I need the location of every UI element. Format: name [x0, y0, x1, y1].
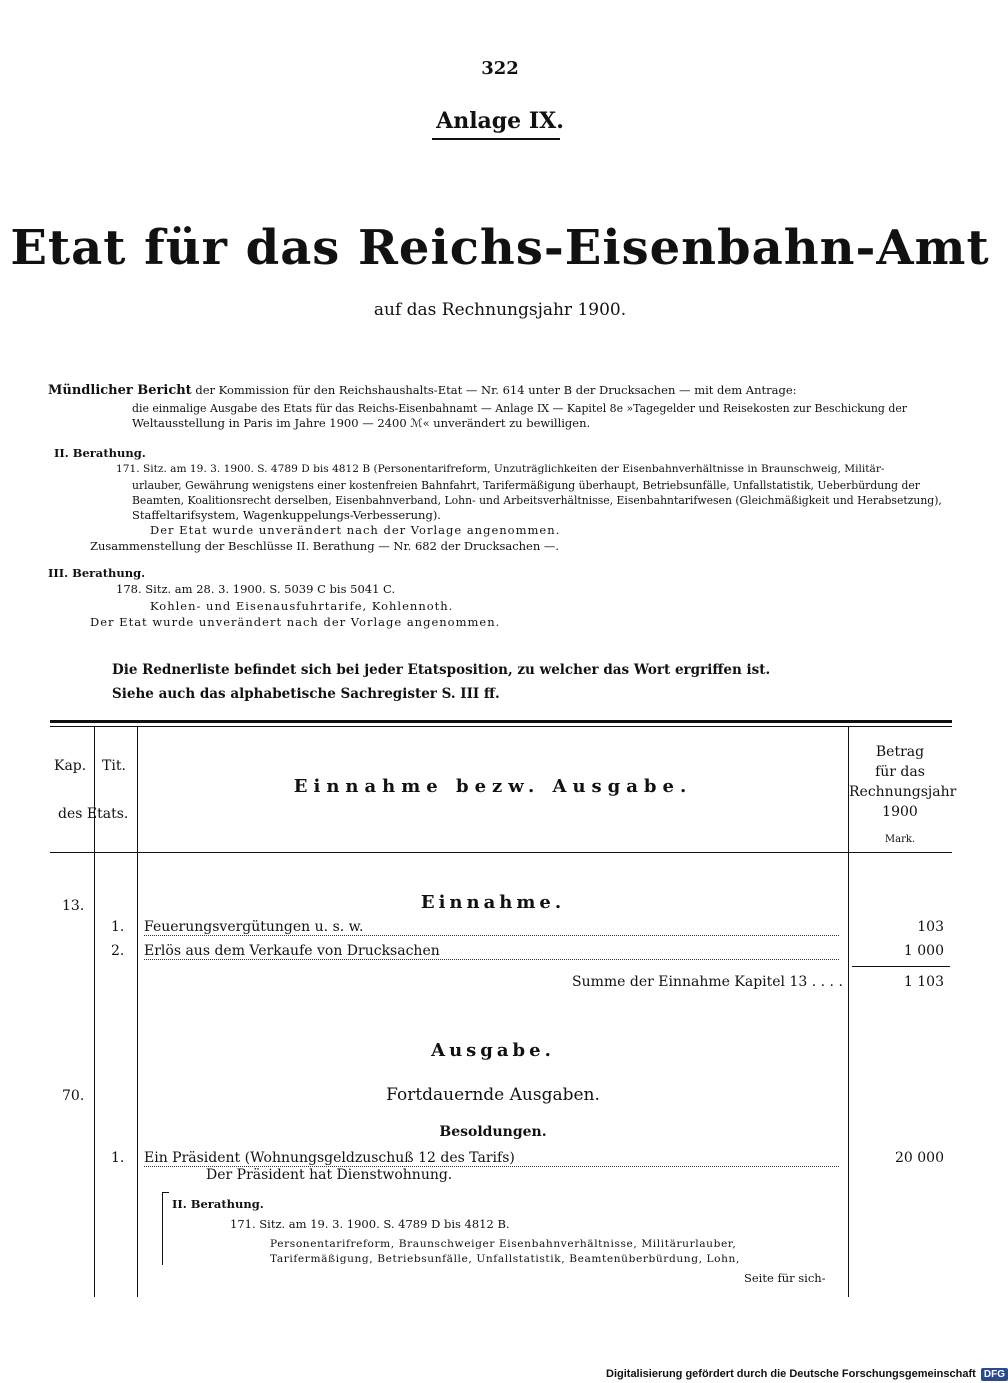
- header-einnahme-ausgabe: Einnahme bezw. Ausgabe.: [293, 776, 693, 797]
- einnahme-row-2-amount: 1 000: [903, 943, 944, 959]
- header-betrag-line-1: Betrag: [875, 744, 925, 760]
- einnahme-sum-amount: 1 103: [903, 974, 944, 990]
- section-ausgabe: Ausgabe.: [431, 1040, 555, 1061]
- ii-berathung-line-2: urlauber, Gewährung wenigstens einer kostenfreien Bahnfahrt, Tarifermäßigung überhaupt, Betriebsunfälle, Unfallstatistik, Ueberbürdung der: [132, 479, 920, 492]
- header-betrag-line-4: 1900: [882, 804, 918, 820]
- reference-line-1: 171. Sitz. am 19. 3. 1900. S. 4789 D bis 4812 B.: [230, 1217, 510, 1231]
- reference-bracket: [162, 1192, 169, 1265]
- ii-berathung-heading: II. Berathung.: [54, 446, 146, 460]
- anlage-label: Anlage IX.: [436, 108, 564, 134]
- ausgabe-row-1-note: Der Präsident hat Dienstwohnung.: [206, 1167, 453, 1183]
- subsection-fortdauernde: Fortdauernde Ausgaben.: [386, 1085, 600, 1105]
- ausgabe-row-1-leader: [144, 1150, 839, 1167]
- header-kap: Kap.: [54, 758, 87, 774]
- einnahme-sum-label: Summe der Einnahme Kapitel 13 . . . .: [572, 974, 843, 990]
- anlage-underline: [432, 138, 560, 140]
- page-title: Etat für das Reichs-Eisenbahn-Amt: [10, 220, 990, 276]
- einnahme-row-1-leader: [144, 919, 839, 936]
- notice-rednerliste: Die Rednerliste befindet sich bei jeder Etatsposition, zu welcher das Wort ergriffen ist.: [112, 662, 771, 678]
- ii-berathung-line-3: Beamten, Koalitionsrecht derselben, Eisenbahnverband, Lohn- und Arbeitsverhältnisse, Eisenbahntarifwesen (Gleichmäßigkeit und Herabsetzung),: [132, 494, 942, 507]
- bericht-line-1: [48, 382, 953, 399]
- bericht-text-2: die einmalige Ausgabe des Etats für das Reichs-Eisenbahnamt — Anlage IX — Kapitel 8e »Tagegelder und Reisekosten zur Beschickung der: [132, 402, 907, 415]
- header-des-etats: des Etats.: [58, 806, 129, 822]
- einnahme-row-2-tit: 2.: [111, 943, 125, 959]
- page-number: 322: [481, 58, 519, 79]
- header-betrag: [849, 742, 957, 822]
- header-tit: Tit.: [102, 758, 126, 774]
- sum-rule: [852, 966, 950, 967]
- ii-berathung-result: Der Etat wurde unverändert nach der Vorlage angenommen.: [150, 523, 561, 537]
- notice-sachregister: Siehe auch das alphabetische Sachregister S. III ff.: [112, 686, 500, 702]
- reference-line-3: Tarifermäßigung, Betriebsunfälle, Unfallstatistik, Beamtenüberbürdung, Lohn,: [270, 1253, 740, 1265]
- ausgabe-row-1-amount: 20 000: [895, 1150, 944, 1166]
- einnahme-row-2-label: Erlös aus dem Verkaufe von Drucksachen: [144, 943, 443, 959]
- reference-heading: II. Berathung.: [172, 1197, 264, 1211]
- einnahme-row-2-leader: [144, 943, 839, 960]
- ii-berathung-line-4: Staffeltarifsystem, Wagenkuppelungs-Verbesserung).: [132, 508, 441, 522]
- column-divider-tit: [137, 727, 138, 1297]
- ii-berathung-zusammenstellung: Zusammenstellung der Beschlüsse II. Berathung — Nr. 682 der Drucksachen —.: [90, 539, 560, 553]
- footer-text: Digitalisierung gefördert durch die Deutsche Forschungsgemeinschaft: [606, 1368, 976, 1380]
- table-top-rule-thin: [50, 726, 952, 727]
- iii-berathung-heading: III. Berathung.: [48, 566, 146, 580]
- bericht-text-1: der Kommission für den Reichshaushalts-Etat — Nr. 614 unter B der Drucksachen — mit dem Antrage:: [195, 383, 797, 397]
- continued-marker: Seite für sich-: [744, 1271, 826, 1285]
- reference-line-2: Personentarifreform, Braunschweiger Eisenbahnverhältnisse, Militärurlauber,: [270, 1238, 737, 1250]
- dfg-logo: DFG: [981, 1368, 1008, 1381]
- bericht-text-3: Weltausstellung in Paris im Jahre 1900 — 2400 ℳ« unverändert zu bewilligen.: [132, 416, 591, 430]
- einnahme-row-1-tit: 1.: [111, 919, 125, 935]
- iii-berathung-line-1: 178. Sitz. am 28. 3. 1900. S. 5039 C bis 5041 C.: [116, 582, 396, 596]
- einnahme-row-1-label: Feuerungsvergütungen u. s. w.: [144, 919, 366, 935]
- header-betrag-line-3: Rechnungsjahr: [849, 784, 957, 800]
- iii-berathung-line-2: Kohlen- und Eisenausfuhrtarife, Kohlennoth.: [150, 599, 454, 613]
- subsection-besoldungen: Besoldungen.: [439, 1124, 547, 1140]
- page-subtitle: auf das Rechnungsjahr 1900.: [373, 300, 627, 320]
- iii-berathung-result: Der Etat wurde unverändert nach der Vorlage angenommen.: [90, 615, 501, 629]
- einnahme-row-1-amount: 103: [917, 919, 944, 935]
- table-header-rule: [50, 852, 952, 853]
- ii-berathung-line-1: 171. Sitz. am 19. 3. 1900. S. 4789 D bis 4812 B (Personentarifreform, Unzuträglichkeiten der Eisenbahnverhältnisse in Braunschweig, Militär-: [116, 463, 885, 475]
- header-unit: Mark.: [884, 834, 916, 845]
- kap-70: 70.: [62, 1088, 85, 1104]
- kap-13: 13.: [62, 898, 85, 914]
- ausgabe-row-1-tit: 1.: [111, 1150, 125, 1166]
- footer: [606, 1362, 1008, 1381]
- section-einnahme: Einnahme.: [420, 892, 566, 913]
- bericht-lead: Mündlicher Bericht: [48, 383, 192, 398]
- ausgabe-row-1-label: Ein Präsident (Wohnungsgeldzuschuß 12 des Tarifs): [144, 1150, 518, 1166]
- table-top-rule: [50, 720, 952, 723]
- header-betrag-line-2: für das: [875, 764, 925, 780]
